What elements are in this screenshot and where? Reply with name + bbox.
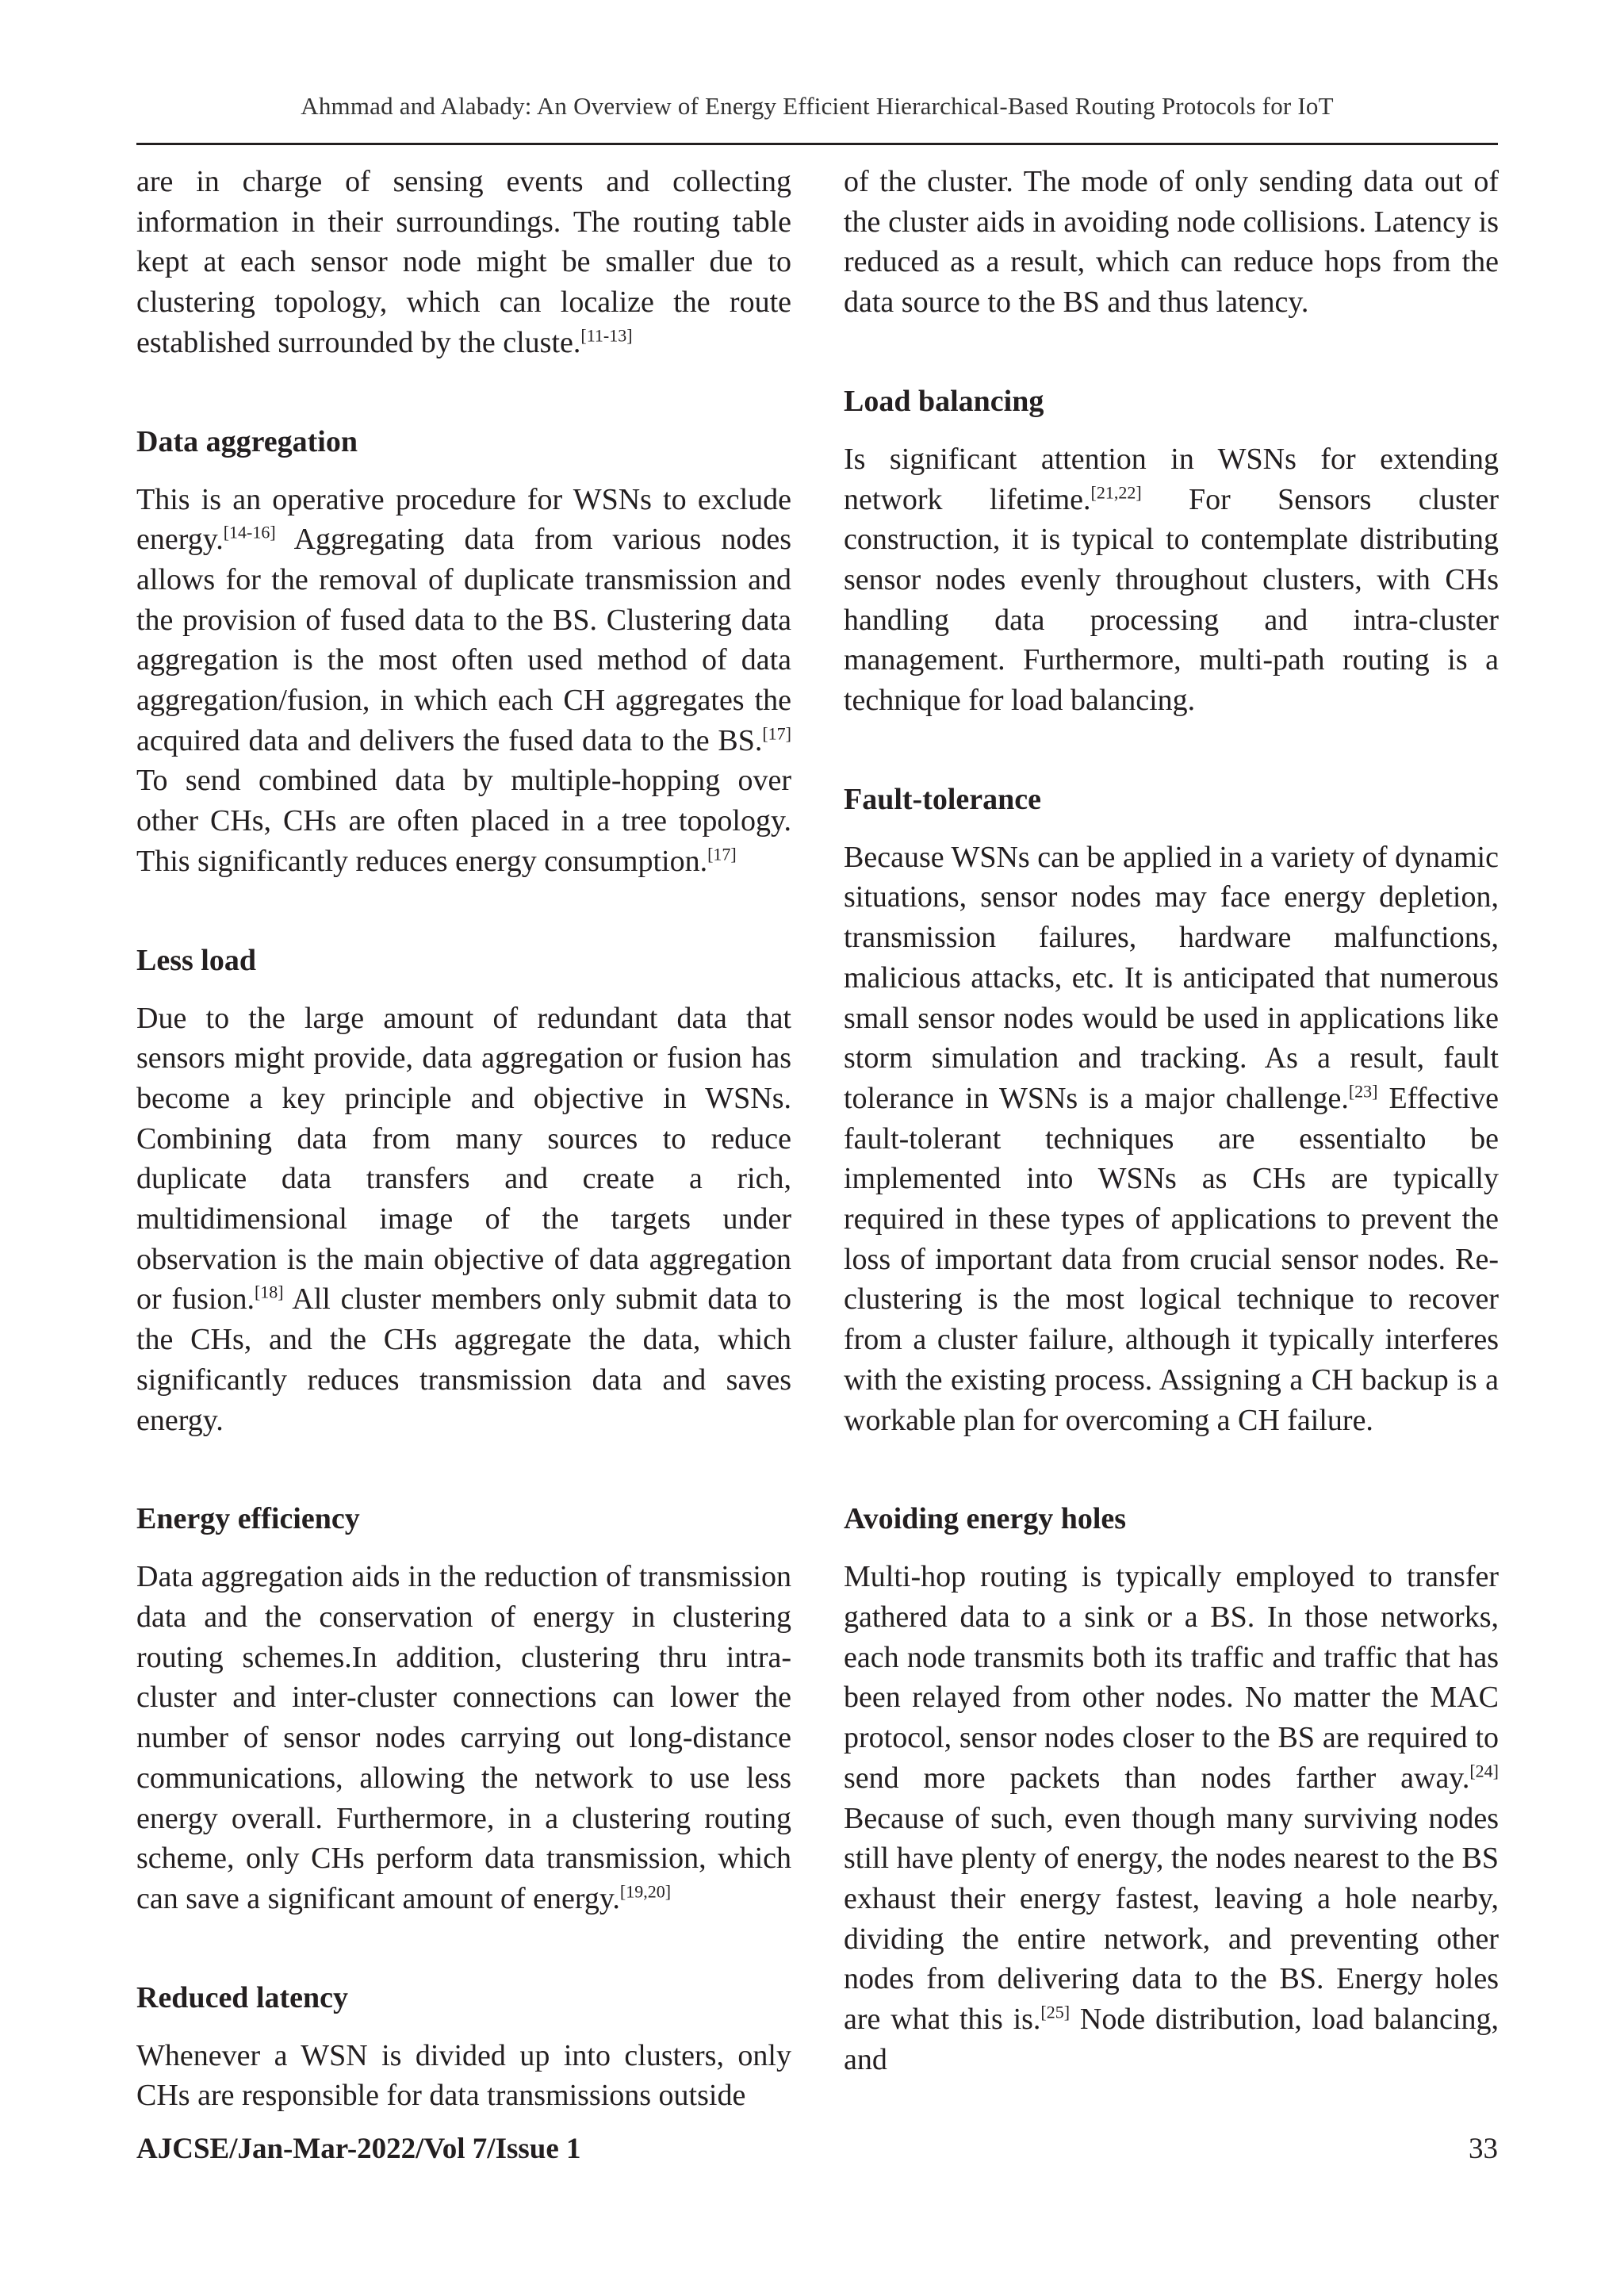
heading-load-balancing: Load balancing	[844, 384, 1044, 418]
paragraph-text: Whenever a WSN is divided up into clusters, only CHs are responsible for data transmissions outside	[136, 2038, 791, 2113]
paragraph-text: Is significant attention in WSNs for extending network lifetime.	[844, 442, 1499, 516]
citation: [21,22]	[1090, 481, 1142, 502]
heading-less-load: Less load	[136, 943, 256, 977]
citation: [24]	[1469, 1761, 1499, 1781]
heading-energy-efficiency: Energy efficiency	[136, 1502, 360, 1536]
intro-paragraph-right	[844, 162, 1499, 323]
paragraph-text: To send combined data by multiple-hopping over other CHs, CHs are often placed in a tree topology. This significantly reduces energy consumption.	[136, 764, 791, 878]
right-column	[844, 162, 1499, 2079]
paragraph-text: Due to the large amount of redundant data that sensors might provide, data aggregation or fusion has become a key principle and objective in WSNs. Combining data from many sources to reduce duplicate data transfers and create a rich, multidimensional image of the targets under observation is the main objective of data aggregation or fusion.	[136, 1001, 791, 1317]
heading-energy-holes: Avoiding energy holes	[844, 1502, 1127, 1536]
citation: [17]	[762, 723, 791, 744]
citation: [14-16]	[223, 522, 276, 542]
citation: [18]	[254, 1282, 284, 1302]
paragraph-text: Data aggregation aids in the reduction of transmission data and the conservation of energy in clustering routing schemes.In addition, clustering thru intra-cluster and inter-cluster connections can lower the number of sensor nodes carrying out long-distance communications, allowing the network to use less energy overall. Furthermore, in a clustering routing scheme, only CHs perform data transmission, which can save a significant amount of energy.	[136, 1560, 791, 1915]
paragraph-text: Effective fault-tolerant techniques are essentialto be implemented into WSNs as CHs are typically required in these types of applications to prevent the loss of important data from crucial sensor nodes. Re-clustering is the most logical technique to recover from a cluster failure, although it typically interferes with the existing process. Assigning a CH backup is a workable plan for overcoming a CH failure.	[844, 1081, 1499, 1437]
paragraph-text: Because WSNs can be applied in a variety of dynamic situations, sensor nodes may face energy depletion, transmission failures, hardware malfunctions, malicious attacks, etc. It is anticipated that numerous small sensor nodes would be used in applications like storm simulation and tracking. As a result, fault tolerance in WSNs is a major challenge.	[844, 840, 1499, 1115]
paragraph-reduced-latency	[136, 2036, 791, 2116]
paragraph-less-load	[136, 999, 791, 1441]
paragraph-text: are in charge of sensing events and collecting information in their surroundings. The routing table kept at each sensor node might be smaller due to clustering topology, which can localize the route established surrounded by the cluste.	[136, 165, 791, 359]
paragraph-text: Multi-hop routing is typically employed to transfer gathered data to a sink or a BS. In those networks, each node transmits both its traffic and traffic that has been relayed from other nodes. No matter the MAC protocol, sensor nodes closer to the BS are required to send more packets than nodes farther away.	[844, 1560, 1499, 1795]
paragraph-text: This is an operative procedure for WSNs to exclude energy.	[136, 482, 791, 557]
citation: [23]	[1348, 1081, 1378, 1102]
left-column	[136, 162, 791, 2116]
paragraph-data-aggregation	[136, 480, 791, 882]
paragraph-text: Aggregating data from various nodes allows for the removal of duplicate transmission and the provision of fused data to the BS. Clustering data aggregation is the most often used method of data aggregation/fusion, in which each CH aggregates the acquired data and delivers the fused data to the BS.	[136, 523, 791, 757]
intro-paragraph-left	[136, 162, 791, 363]
paragraph-text: Because of such, even though many surviving nodes still have plenty of energy, the nodes nearest to the BS exhaust their energy fastest, leaving a hole nearby, dividing the entire network, and preventing other nodes from delivering data to the BS. Energy holes are what this is.	[844, 1801, 1499, 2037]
paragraph-text: For Sensors cluster construction, it is typical to contemplate distributing sensor nodes evenly throughout clusters, with CHs handling data processing and intra-cluster management. Furthermore, multi-path routing is a technique for load balancing.	[844, 482, 1499, 718]
paragraph-text: All cluster members only submit data to the CHs, and the CHs aggregate the data, which significantly reduces transmission data and saves energy.	[136, 1282, 791, 1437]
paragraph-energy-efficiency	[136, 1557, 791, 1918]
citation: [17]	[707, 844, 737, 864]
header-rule	[136, 143, 1498, 145]
paragraph-energy-holes	[844, 1557, 1499, 2079]
citation: [11-13]	[580, 325, 633, 346]
paragraph-text: of the cluster. The mode of only sending data out of the cluster aids in avoiding node collisions. Latency is reduced as a result, which can reduce hops from the data source to the BS and thus latency.	[844, 165, 1499, 320]
footer-journal-info: AJCSE/Jan-Mar-2022/Vol 7/Issue 1	[136, 2133, 581, 2165]
running-head: Ahmmad and Alabady: An Overview of Energy Efficient Hierarchical-Based Routing Protocols for IoT	[301, 92, 1334, 120]
heading-data-aggregation: Data aggregation	[136, 424, 358, 458]
heading-fault-tolerance: Fault-tolerance	[844, 782, 1042, 816]
paragraph-fault-tolerance	[844, 838, 1499, 1441]
citation: [19,20]	[619, 1881, 672, 1902]
paragraph-text: Node distribution, load balancing, and	[844, 2003, 1499, 2076]
page-number: 33	[1469, 2133, 1498, 2165]
paragraph-load-balancing	[844, 439, 1499, 721]
citation: [25]	[1040, 2002, 1071, 2022]
heading-reduced-latency: Reduced latency	[136, 1980, 349, 2014]
